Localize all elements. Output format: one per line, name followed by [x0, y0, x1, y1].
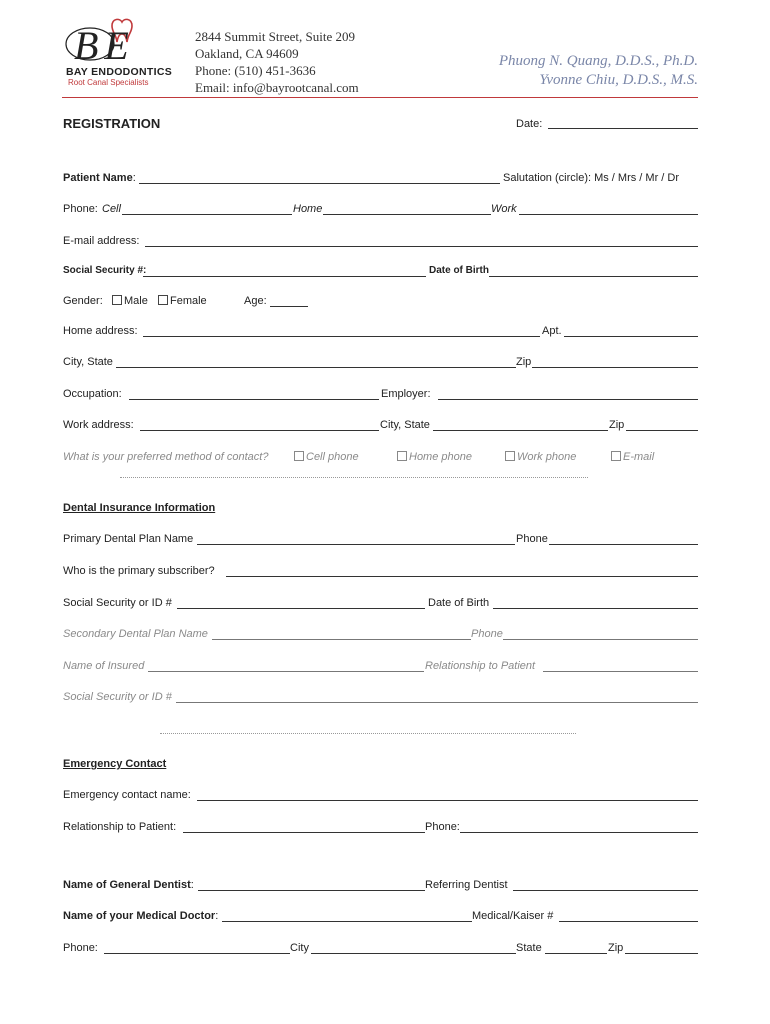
section-divider-1: [120, 477, 588, 478]
email-field[interactable]: [145, 246, 698, 247]
address-city: Oakland, CA 94609: [195, 46, 299, 61]
clinic-address: [195, 28, 359, 96]
doctor-city-label: City: [290, 942, 309, 954]
email-checkbox[interactable]: [611, 451, 621, 461]
doctor-2: Yvonne Chiu, D.D.S., M.S.: [539, 72, 698, 88]
doctor-city-field[interactable]: [311, 953, 516, 954]
insured-name-field[interactable]: [148, 671, 424, 672]
form-title: REGISTRATION: [63, 116, 161, 131]
emergency-relationship-label: Relationship to Patient:: [63, 821, 177, 833]
work-city-state-label: City, State: [380, 419, 430, 431]
doctor-1: Phuong N. Quang, D.D.S., Ph.D.: [498, 53, 698, 69]
employer-field[interactable]: [438, 399, 698, 400]
work-address-label: Work address:: [63, 419, 134, 431]
ssn-field[interactable]: [143, 276, 426, 277]
ssn-label: Social Security #:: [63, 265, 147, 276]
medical-doctor-field[interactable]: [222, 921, 472, 922]
phone-label: Phone:: [63, 203, 98, 215]
primary-plan-label: Primary Dental Plan Name: [63, 533, 194, 545]
phone-home-field[interactable]: [323, 214, 491, 215]
ssn-id-field[interactable]: [177, 608, 425, 609]
phone-work-field[interactable]: [519, 214, 698, 215]
zip-label: Zip: [516, 356, 532, 368]
secondary-ssn-label: Social Security or ID #: [63, 691, 172, 703]
address-phone: Phone: (510) 451-3636: [195, 63, 316, 78]
contact-option-email[interactable]: E-mail: [611, 451, 654, 463]
emergency-phone-field[interactable]: [460, 832, 698, 833]
apt-label: Apt.: [542, 325, 562, 337]
insurance-heading: Dental Insurance Information: [63, 502, 216, 514]
doctor-list: [470, 52, 698, 90]
general-dentist-field[interactable]: [198, 890, 425, 891]
employer-label: Employer:: [381, 388, 431, 400]
relationship-field[interactable]: [543, 671, 698, 672]
address-street: 2844 Summit Street, Suite 209: [195, 29, 355, 44]
emergency-heading: Emergency Contact: [63, 758, 167, 770]
doctor-state-field[interactable]: [545, 953, 607, 954]
zip-field[interactable]: [532, 367, 698, 368]
contact-preference-label: What is your preferred method of contact?: [63, 451, 269, 463]
female-checkbox[interactable]: [158, 295, 168, 305]
secondary-plan-field[interactable]: [212, 639, 471, 640]
work-city-state-field[interactable]: [433, 430, 608, 431]
gender-male-option[interactable]: Male: [112, 295, 148, 307]
gender-label: Gender:: [63, 295, 103, 307]
contact-option-home[interactable]: Home phone: [397, 451, 472, 463]
secondary-ssn-field[interactable]: [176, 702, 698, 703]
emergency-name-field[interactable]: [197, 800, 698, 801]
insurance-dob-field[interactable]: [493, 608, 698, 609]
logo-tagline: Root Canal Specialists: [68, 78, 149, 87]
patient-name-field[interactable]: [139, 183, 500, 184]
relationship-label: Relationship to Patient: [425, 660, 536, 672]
logo-name: BAY ENDODONTICS: [66, 66, 173, 78]
doctor-zip-label: Zip: [608, 942, 624, 954]
header: [0, 0, 770, 100]
age-field[interactable]: [270, 306, 308, 307]
phone-cell-field[interactable]: [122, 214, 292, 215]
doctor-phone-field[interactable]: [104, 953, 290, 954]
doctor-phone-label: Phone:: [63, 942, 98, 954]
header-divider: [62, 97, 698, 98]
logo-monogram: BE: [74, 23, 135, 68]
email-label: E-mail address:: [63, 235, 140, 247]
section-divider-2: [160, 733, 576, 734]
primary-phone-label: Phone: [516, 533, 548, 545]
dob-label: Date of Birth: [429, 265, 489, 276]
emergency-phone-label: Phone:: [425, 821, 460, 833]
work-phone-checkbox[interactable]: [505, 451, 515, 461]
city-state-field[interactable]: [116, 367, 516, 368]
secondary-plan-label: Secondary Dental Plan Name: [63, 628, 208, 640]
primary-phone-field[interactable]: [549, 544, 698, 545]
home-address-field[interactable]: [143, 336, 540, 337]
doctor-state-label: State: [516, 942, 542, 954]
medical-kaiser-field[interactable]: [559, 921, 698, 922]
primary-subscriber-field[interactable]: [226, 576, 698, 577]
city-state-label: City, State: [63, 356, 113, 368]
patient-name-label: Patient Name:: [63, 172, 136, 184]
address-email: Email: info@bayrootcanal.com: [195, 80, 359, 95]
primary-subscriber-label: Who is the primary subscriber?: [63, 565, 215, 577]
work-address-field[interactable]: [140, 430, 379, 431]
emergency-relationship-field[interactable]: [183, 832, 425, 833]
referring-dentist-label: Referring Dentist: [425, 879, 508, 891]
referring-dentist-field[interactable]: [513, 890, 698, 891]
phone-home-label: Home: [293, 203, 323, 215]
date-label: Date:: [516, 118, 543, 130]
contact-option-work[interactable]: Work phone: [505, 451, 576, 463]
occupation-field[interactable]: [129, 399, 379, 400]
emergency-name-label: Emergency contact name:: [63, 789, 191, 801]
secondary-phone-field[interactable]: [503, 639, 698, 640]
work-zip-label: Zip: [609, 419, 625, 431]
secondary-phone-label: Phone: [471, 628, 503, 640]
home-address-label: Home address:: [63, 325, 138, 337]
primary-plan-field[interactable]: [197, 544, 515, 545]
salutation-label: Salutation (circle): Ms / Mrs / Mr / Dr: [503, 172, 680, 184]
occupation-label: Occupation:: [63, 388, 122, 400]
medical-doctor-label: Name of your Medical Doctor:: [63, 910, 219, 922]
logo: [60, 16, 175, 90]
work-zip-field[interactable]: [626, 430, 698, 431]
home-phone-checkbox[interactable]: [397, 451, 407, 461]
male-checkbox[interactable]: [112, 295, 122, 305]
insurance-dob-label: Date of Birth: [428, 597, 490, 609]
doctor-zip-field[interactable]: [625, 953, 698, 954]
age-label: Age:: [244, 295, 267, 307]
gender-female-option[interactable]: Female: [158, 295, 207, 307]
cell-phone-checkbox[interactable]: [294, 451, 304, 461]
general-dentist-label: Name of General Dentist:: [63, 879, 194, 891]
apt-field[interactable]: [564, 336, 698, 337]
contact-option-cell[interactable]: Cell phone: [294, 451, 359, 463]
medical-kaiser-label: Medical/Kaiser #: [472, 910, 554, 922]
ssn-id-label: Social Security or ID #: [63, 597, 172, 609]
dob-field[interactable]: [489, 276, 698, 277]
insured-name-label: Name of Insured: [63, 660, 145, 672]
date-field[interactable]: [548, 128, 698, 129]
phone-cell-label: Cell: [102, 203, 121, 215]
phone-work-label: Work: [491, 203, 517, 215]
